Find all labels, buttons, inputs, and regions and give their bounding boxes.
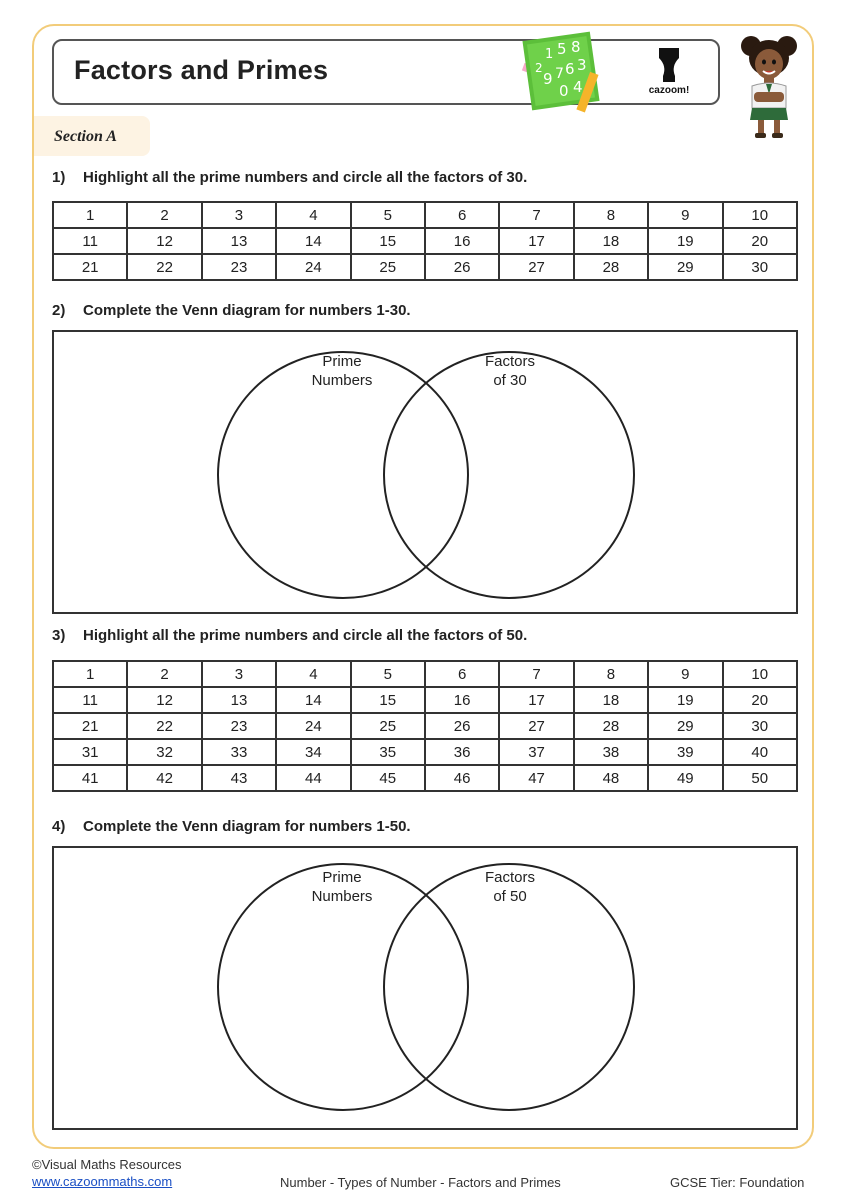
venn-label: of 30 bbox=[493, 372, 527, 389]
grid-cell[interactable]: 18 bbox=[574, 228, 648, 254]
grid-cell[interactable]: 30 bbox=[723, 713, 797, 739]
grid-cell[interactable]: 21 bbox=[53, 254, 127, 280]
venn-label: Numbers bbox=[311, 372, 373, 389]
notepad-digit: 9 bbox=[543, 70, 553, 88]
grid-cell[interactable]: 5 bbox=[351, 202, 425, 228]
page-title: Factors and Primes bbox=[74, 55, 329, 85]
notepad-digit: 0 bbox=[559, 82, 569, 100]
question-number: 4) bbox=[52, 818, 66, 835]
notepad-digit: 2 bbox=[535, 61, 543, 75]
grid-cell[interactable]: 42 bbox=[127, 765, 201, 791]
grid-cell[interactable]: 28 bbox=[574, 254, 648, 280]
notepad-digit: 3 bbox=[577, 56, 587, 74]
venn-label: Factors bbox=[484, 353, 536, 370]
grid-cell[interactable]: 11 bbox=[53, 687, 127, 713]
grid-cell[interactable]: 44 bbox=[276, 765, 350, 791]
grid-cell[interactable]: 49 bbox=[648, 765, 722, 791]
venn-label: Prime bbox=[322, 353, 362, 370]
question-number: 2) bbox=[52, 302, 66, 319]
grid-cell[interactable]: 3 bbox=[202, 202, 276, 228]
grid-cell[interactable]: 32 bbox=[127, 739, 201, 765]
grid-cell[interactable]: 34 bbox=[276, 739, 350, 765]
grid-cell[interactable]: 14 bbox=[276, 687, 350, 713]
grid-cell[interactable]: 46 bbox=[425, 765, 499, 791]
grid-cell[interactable]: 4 bbox=[276, 661, 350, 687]
grid-row bbox=[53, 739, 797, 765]
grid-cell[interactable]: 25 bbox=[351, 254, 425, 280]
grid-row bbox=[53, 228, 797, 254]
grid-cell[interactable]: 31 bbox=[53, 739, 127, 765]
venn-diagram-box-2 bbox=[52, 846, 798, 1130]
grid-cell[interactable]: 20 bbox=[723, 687, 797, 713]
grid-cell[interactable]: 25 bbox=[351, 713, 425, 739]
venn-label: of 50 bbox=[493, 888, 527, 905]
grid-cell[interactable]: 24 bbox=[276, 713, 350, 739]
grid-row bbox=[53, 202, 797, 228]
section-label: Section A bbox=[54, 128, 117, 145]
grid-cell[interactable]: 22 bbox=[127, 713, 201, 739]
grid-cell[interactable]: 27 bbox=[499, 254, 573, 280]
grid-row bbox=[53, 254, 797, 280]
grid-cell[interactable]: 5 bbox=[351, 661, 425, 687]
question-number: 1) bbox=[52, 169, 66, 186]
grid-cell[interactable]: 8 bbox=[574, 202, 648, 228]
grid-cell[interactable]: 29 bbox=[648, 713, 722, 739]
grid-cell[interactable]: 45 bbox=[351, 765, 425, 791]
grid-cell[interactable]: 11 bbox=[53, 228, 127, 254]
number-grid-1-30 bbox=[52, 201, 798, 281]
grid-cell[interactable]: 1 bbox=[53, 661, 127, 687]
grid-cell[interactable]: 41 bbox=[53, 765, 127, 791]
grid-cell[interactable]: 2 bbox=[127, 661, 201, 687]
grid-cell[interactable]: 27 bbox=[499, 713, 573, 739]
grid-row bbox=[53, 765, 797, 791]
grid-row bbox=[53, 713, 797, 739]
grid-cell[interactable]: 9 bbox=[648, 202, 722, 228]
grid-cell[interactable]: 36 bbox=[425, 739, 499, 765]
grid-cell[interactable]: 26 bbox=[425, 713, 499, 739]
grid-cell[interactable]: 14 bbox=[276, 228, 350, 254]
student-character-icon bbox=[734, 34, 804, 142]
grid-cell[interactable]: 7 bbox=[499, 661, 573, 687]
notepad-digit: 4 bbox=[573, 78, 583, 96]
grid-cell[interactable]: 8 bbox=[574, 661, 648, 687]
logo-text: cazoom! bbox=[648, 85, 690, 96]
footer-copyright: ©Visual Maths Resources bbox=[32, 1157, 182, 1172]
grid-cell[interactable]: 19 bbox=[648, 687, 722, 713]
grid-cell[interactable]: 10 bbox=[723, 202, 797, 228]
grid-cell[interactable]: 1 bbox=[53, 202, 127, 228]
grid-cell[interactable]: 16 bbox=[425, 228, 499, 254]
venn-label: Numbers bbox=[311, 888, 373, 905]
section-tab bbox=[34, 116, 150, 156]
footer-website-link[interactable]: www.cazoommaths.com bbox=[32, 1174, 173, 1189]
notepad-digit: 5 bbox=[557, 40, 567, 58]
grid-cell[interactable]: 13 bbox=[202, 687, 276, 713]
question-text: Complete the Venn diagram for numbers 1-30. bbox=[83, 302, 411, 319]
grid-row bbox=[53, 661, 797, 687]
cazoom-logo bbox=[640, 46, 698, 100]
question-2 bbox=[52, 302, 411, 319]
question-text: Complete the Venn diagram for numbers 1-50. bbox=[83, 818, 411, 835]
question-3 bbox=[52, 627, 527, 644]
grid-cell[interactable]: 4 bbox=[276, 202, 350, 228]
grid-cell[interactable]: 16 bbox=[425, 687, 499, 713]
number-notepad-icon bbox=[517, 30, 607, 116]
notepad-digit: 6 bbox=[565, 60, 575, 78]
grid-cell[interactable]: 33 bbox=[202, 739, 276, 765]
grid-cell[interactable]: 20 bbox=[723, 228, 797, 254]
grid-cell[interactable]: 30 bbox=[723, 254, 797, 280]
grid-cell[interactable]: 18 bbox=[574, 687, 648, 713]
footer-tier: GCSE Tier: Foundation bbox=[670, 1175, 805, 1190]
grid-cell[interactable]: 10 bbox=[723, 661, 797, 687]
grid-cell[interactable]: 47 bbox=[499, 765, 573, 791]
grid-cell[interactable]: 17 bbox=[499, 228, 573, 254]
grid-cell[interactable]: 37 bbox=[499, 739, 573, 765]
grid-cell[interactable]: 6 bbox=[425, 202, 499, 228]
grid-cell[interactable]: 15 bbox=[351, 228, 425, 254]
grid-row bbox=[53, 687, 797, 713]
grid-cell[interactable]: 38 bbox=[574, 739, 648, 765]
question-text: Highlight all the prime numbers and circle all the factors of 50. bbox=[83, 627, 528, 644]
notepad-digit: 7 bbox=[555, 66, 564, 82]
grid-cell[interactable]: 13 bbox=[202, 228, 276, 254]
grid-cell[interactable]: 3 bbox=[202, 661, 276, 687]
grid-cell[interactable]: 7 bbox=[499, 202, 573, 228]
grid-cell[interactable]: 9 bbox=[648, 661, 722, 687]
grid-cell[interactable]: 6 bbox=[425, 661, 499, 687]
grid-cell[interactable]: 22 bbox=[127, 254, 201, 280]
notepad-digit: 8 bbox=[571, 38, 581, 56]
venn-diagram-box-1 bbox=[52, 330, 798, 614]
notepad-digit: 1 bbox=[545, 47, 554, 62]
venn-label: Prime bbox=[322, 869, 362, 886]
number-grid-1-50 bbox=[52, 660, 798, 792]
grid-cell[interactable]: 29 bbox=[648, 254, 722, 280]
grid-cell[interactable]: 15 bbox=[351, 687, 425, 713]
question-1 bbox=[52, 169, 527, 186]
grid-cell[interactable]: 17 bbox=[499, 687, 573, 713]
grid-cell[interactable]: 23 bbox=[202, 713, 276, 739]
grid-cell[interactable]: 39 bbox=[648, 739, 722, 765]
grid-cell[interactable]: 48 bbox=[574, 765, 648, 791]
grid-cell[interactable]: 19 bbox=[648, 228, 722, 254]
venn-label: Factors bbox=[484, 869, 536, 886]
grid-cell[interactable]: 12 bbox=[127, 228, 201, 254]
title-box bbox=[52, 39, 720, 105]
grid-cell[interactable]: 43 bbox=[202, 765, 276, 791]
grid-cell[interactable]: 21 bbox=[53, 713, 127, 739]
grid-cell[interactable]: 23 bbox=[202, 254, 276, 280]
grid-cell[interactable]: 24 bbox=[276, 254, 350, 280]
grid-cell[interactable]: 12 bbox=[127, 687, 201, 713]
grid-cell[interactable]: 28 bbox=[574, 713, 648, 739]
grid-cell[interactable]: 50 bbox=[723, 765, 797, 791]
grid-cell[interactable]: 40 bbox=[723, 739, 797, 765]
grid-cell[interactable]: 26 bbox=[425, 254, 499, 280]
grid-cell[interactable]: 2 bbox=[127, 202, 201, 228]
question-4 bbox=[52, 818, 411, 835]
grid-cell[interactable]: 35 bbox=[351, 739, 425, 765]
footer-topic: Number - Types of Number - Factors and Primes bbox=[280, 1175, 561, 1190]
question-number: 3) bbox=[52, 627, 66, 644]
question-text: Highlight all the prime numbers and circle all the factors of 30. bbox=[83, 169, 528, 186]
